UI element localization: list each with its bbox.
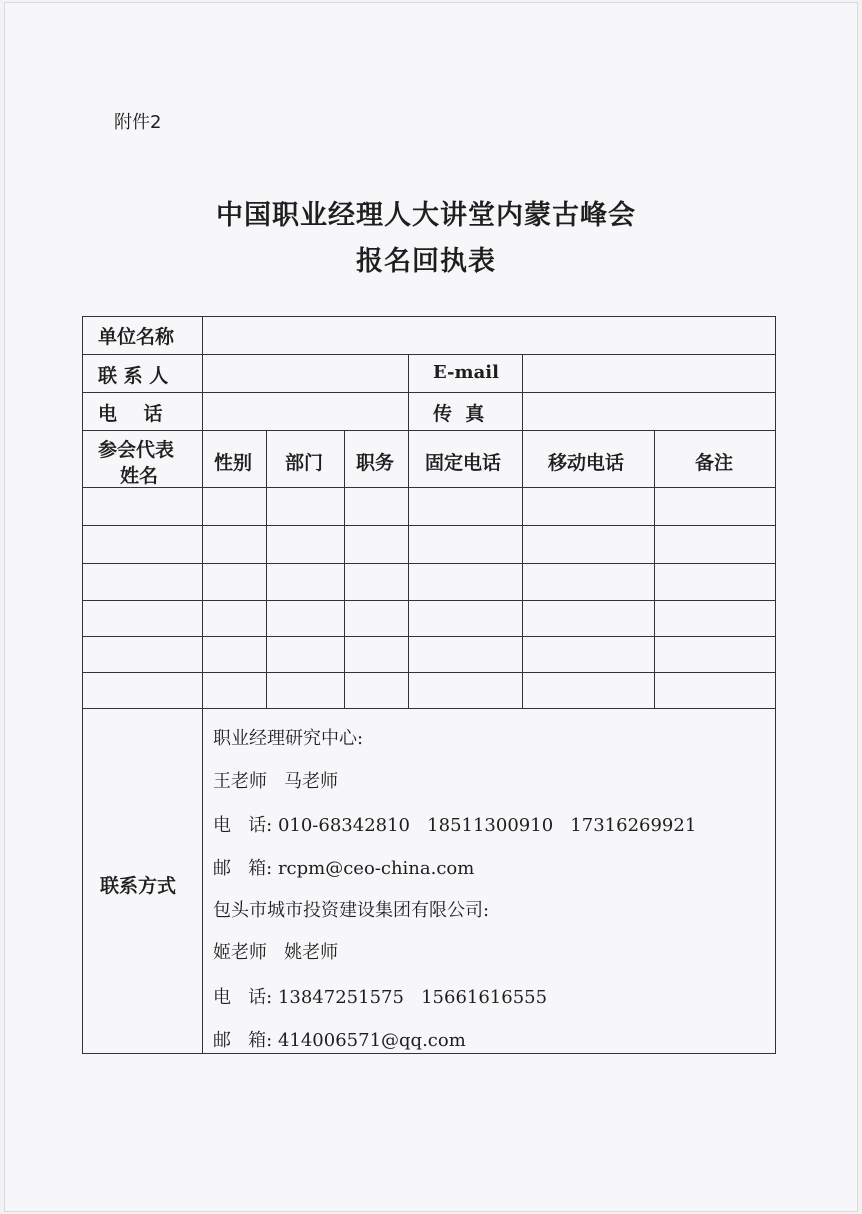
row-divider	[82, 487, 776, 488]
contact-org2-phone: 电 话: 13847251575 15661616555	[213, 987, 548, 1008]
contact-person-label: 联 系 人	[98, 365, 169, 387]
email-label: E-mail	[433, 362, 499, 383]
column-header-gender: 性别	[214, 452, 253, 474]
contact-org1-people: 王老师 马老师	[213, 771, 339, 792]
contact-org2-people: 姬老师 姚老师	[213, 942, 339, 963]
column-divider	[266, 430, 267, 708]
row-divider	[82, 600, 776, 601]
phone-field[interactable]	[204, 393, 406, 429]
contact-org2-email[interactable]: 邮 箱: 414006571@qq.com	[213, 1030, 466, 1051]
column-header-remarks: 备注	[695, 452, 734, 474]
contact-org1: 职业经理研究中心:	[213, 728, 364, 749]
row-divider	[82, 708, 776, 709]
fax-label: 传 真	[433, 403, 485, 425]
column-divider	[522, 430, 523, 708]
column-divider	[408, 354, 409, 430]
phone-label: 电 话	[98, 403, 163, 425]
unit-name-field[interactable]	[204, 317, 774, 353]
contact-org1-email[interactable]: 邮 箱: rcpm@ceo-china.com	[213, 858, 475, 879]
attendee-name-label: 参会代表	[98, 439, 175, 461]
column-divider	[202, 316, 203, 1054]
column-divider	[408, 430, 409, 708]
contact-method-label: 联系方式	[100, 875, 177, 897]
unit-name-label: 单位名称	[98, 326, 175, 348]
email-field[interactable]	[524, 355, 774, 391]
contact-person-field[interactable]	[204, 355, 406, 391]
row-divider	[82, 563, 776, 564]
row-divider	[82, 672, 776, 673]
column-header-department: 部门	[285, 452, 324, 474]
column-divider	[522, 354, 523, 430]
row-divider	[82, 430, 776, 431]
column-header-position: 职务	[356, 452, 395, 474]
fax-field[interactable]	[524, 393, 774, 429]
document-title-line2: 报名回执表	[356, 246, 496, 277]
column-divider	[344, 430, 345, 708]
column-header-mobile: 移动电话	[548, 452, 625, 474]
attendee-name-label-line2: 姓名	[120, 465, 159, 487]
attachment-label: 附件2	[114, 112, 162, 133]
column-header-landline: 固定电话	[425, 452, 502, 474]
document-title-line1: 中国职业经理人大讲堂内蒙古峰会	[216, 200, 636, 231]
row-divider	[82, 525, 776, 526]
column-divider	[654, 430, 655, 708]
contact-org1-phone: 电 话: 010-68342810 18511300910 17316269921	[213, 815, 697, 836]
row-divider	[82, 636, 776, 637]
contact-org2: 包头市城市投资建设集团有限公司:	[213, 900, 490, 921]
